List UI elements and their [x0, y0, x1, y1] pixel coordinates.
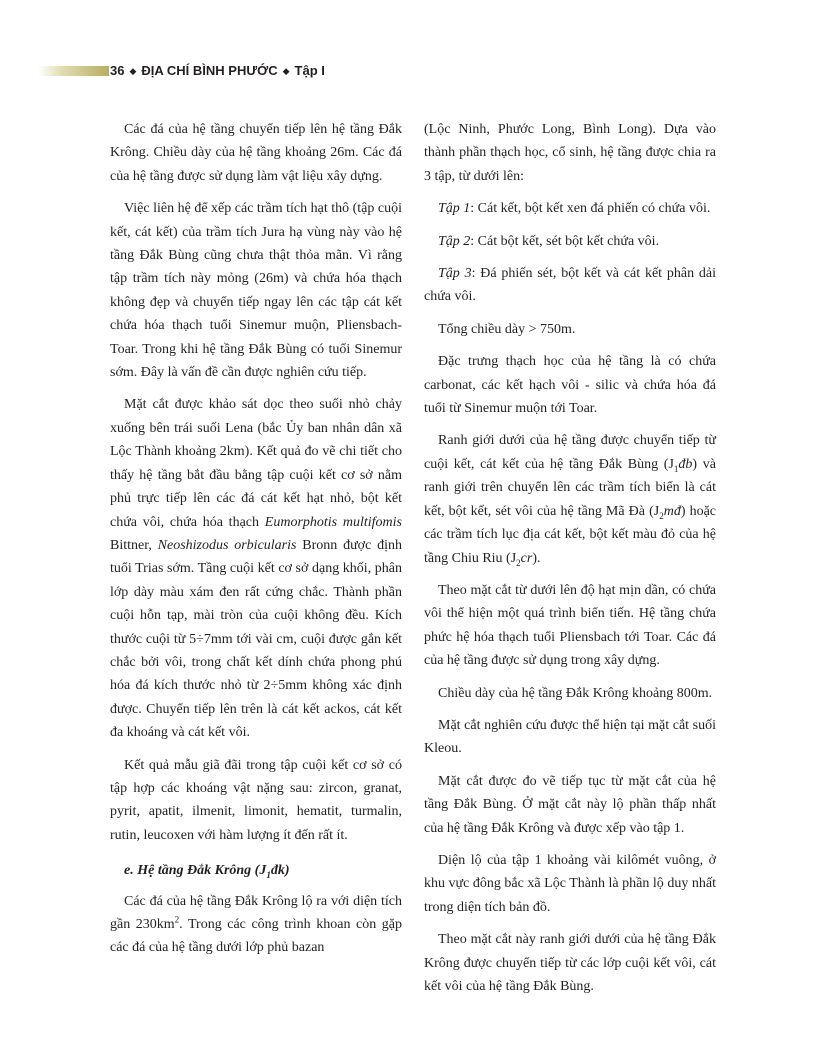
header-gradient-bar — [38, 66, 109, 76]
paragraph: Mặt cắt được đo vẽ tiếp tục từ mặt cắt của hệ tầng Đắk Bùng. Ở mặt cắt này lộ phần thấp nhất của hệ tầng Đắk Krông và được xếp vào tập 1. — [424, 773, 716, 836]
paragraph: Đặc trưng thạch học của hệ tầng là có chứa carbonat, các kết hạch vôi - silic và chứa hóa đá tuổi từ Sinemur muộn tới Toar. — [424, 354, 716, 417]
paragraph: Tổng chiều dày > 750m. — [438, 321, 576, 337]
tap-label: Tập 1 — [438, 201, 471, 217]
list-item: Tập 1: Cát kết, bột kết xen đá phiến có chứa vôi. — [438, 201, 711, 217]
book-title: ĐỊA CHÍ BÌNH PHƯỚC — [141, 63, 278, 78]
paragraph: Theo mặt cắt từ dưới lên độ hạt mịn dần, có chứa vôi thể hiện một quá trình biển tiến. Hệ tầng chứa phức hệ hóa thạch tuổi Pliensbach tới Toar. Các đá của hệ tầng được sử dụng trong xây dựng. — [424, 582, 716, 669]
volume-label: Tập I — [294, 63, 325, 78]
paragraph: Mặt cắt nghiên cứu được thể hiện tại mặt cắt suối Kleou. — [424, 717, 716, 757]
list-item: Tập 3: Đá phiến sét, bột kết và cát kết phân dải chứa vôi. — [424, 266, 716, 305]
paragraph: Việc liên hệ để xếp các trầm tích hạt thô (tập cuội kết, cát kết) của trầm tích Jura hạ vùng này vào hệ tầng Đắk Bùng cũng chưa thật thỏa mãn. Vì rằng tập trầm tích này mỏng (26m) và chứa hóa thạch không đẹp và chuyển tiếp ngay lên các tập cát kết chứa hóa thạch tuổi Sinemur muộn, Pliensbach-Toar. Trong khi hệ tầng Đắk Bùng có tuổi Sinemur sớm. Đây là vấn đề cần được nghiên cứu tiếp. — [110, 201, 402, 381]
species-name: Neoshizodus orbicularis — [157, 537, 297, 553]
paragraph: Các đá của hệ tầng chuyển tiếp lên hệ tầng Đắk Krông. Chiều dày của hệ tầng khoảng 26m. Các đá của hệ tầng được sử dụng làm vật liệu xây dựng. — [110, 122, 402, 184]
diamond-bullet-icon: ◆ — [129, 66, 137, 76]
list-item: Tập 2: Cát bột kết, sét bột kết chứa vôi. — [438, 233, 660, 249]
species-name: Eumorphotis multifomis — [264, 514, 402, 530]
paragraph: Mặt cắt được khảo sát dọc theo suối nhỏ chảy xuống bên trái suối Lena (bắc Ủy ban nhân dân xã Lộc Thành khoảng 2km). Kết quả đo vẽ chi tiết cho thấy hệ tầng bắt đầu bằng tập cuội kết cơ sở nằm phủ trực tiếp lên các đá cát kết hạt nhỏ, bột kết chứa vôi, chứa hóa thạch Eumorphotis multifomis Bittner, Neoshizodus orbicularis Bronn được định tuổi Trias sớm. Tầng cuội kết cơ sở dạng khối, phân lớp dày màu xám đen rất cứng chắc. Thành phần cuội hỗn tạp, mài tròn của cuội không đều. Kích thước cuội từ 5÷7mm tới vài cm, cuội được gắn kết chắc bởi vôi, trong chất kết dính chứa phong phú hóa đá kích thước nhỏ từ 2÷5mm không xác định được. Chuyển tiếp lên trên là cát kết ackos, cát kết đa khoáng và cát kết vôi. — [110, 397, 402, 741]
paragraph: Diện lộ của tập 1 khoảng vài kilômét vuông, ở khu vực đông bắc xã Lộc Thành là phần lộ duy nhất trong diện tích bản đồ. — [424, 852, 716, 915]
paragraph: Các đá của hệ tầng Đắk Krông lộ ra với diện tích gần $230km^2$. Trong các công trình khoan còn gặp các đá của hệ tầng dưới lớp phủ bazan — [110, 893, 402, 956]
running-header — [0, 63, 816, 79]
diamond-bullet-icon: ◆ — [282, 66, 290, 76]
section-heading: e. Hệ tầng Đắk Krông $(J_1đk)$ — [124, 863, 290, 880]
paragraph: (Lộc Ninh, Phước Long, Bình Long). Dựa vào thành phần thạch học, cổ sinh, hệ tầng được chia ra 3 tập, từ dưới lên: — [424, 122, 716, 184]
paragraph: Chiều dày của hệ tầng Đắk Krông khoảng 800m. — [438, 685, 713, 701]
paragraph: Kết quả mẫu giã đãi trong tập cuội kết cơ sở có tập hợp các khoáng vật nặng sau: zircon, granat, pyrit, apatit, ilmenit, limonit, hematit, turmalin, rutin, leucoxen với hàm lượng ít đến rất ít. — [110, 757, 402, 843]
tap-label: Tập 3 — [438, 266, 472, 282]
header-text — [110, 63, 325, 79]
tap-label: Tập 2 — [438, 233, 471, 249]
paragraph: Ranh giới dưới của hệ tầng được chuyển tiếp từ cuội kết, cát kết của hệ tầng Đắk Bùng $(J_1đb)$ và ranh giới trên chuyển lên các trầm tích biển là cát kết, bột kết, sét vôi của hệ tầng Mã Đà $(J_2mđ)$ hoặc các trầm tích lục địa cát kết, bột kết màu đỏ của hệ tầng Chiu Riu $(J_2cr)$. — [424, 433, 716, 568]
page-number: 36 — [110, 63, 125, 78]
paragraph: Theo mặt cắt này ranh giới dưới của hệ tầng Đắk Krông được chuyển tiếp từ các lớp cuội kết vôi, cát kết vôi của hệ tầng Đắk Bùng. — [424, 932, 716, 994]
left-column — [110, 118, 402, 969]
right-column — [424, 118, 716, 1007]
